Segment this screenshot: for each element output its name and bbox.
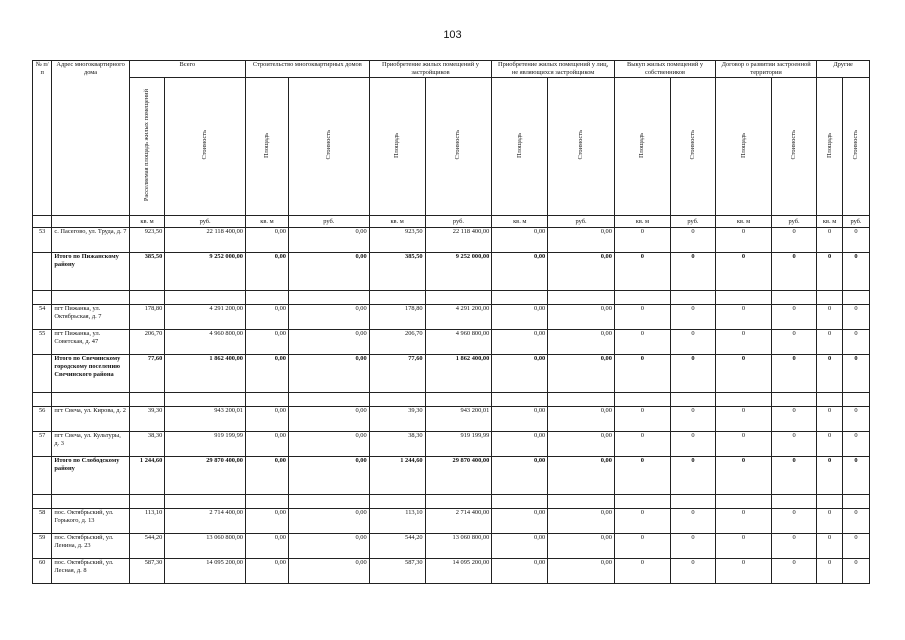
value-cell: 29 870 400,00 xyxy=(165,457,246,495)
row-number-cell: 60 xyxy=(33,559,52,584)
subheader-area: Площадь xyxy=(716,78,772,216)
value-cell: 0 xyxy=(817,253,843,291)
value-cell: 0 xyxy=(716,305,772,330)
subheader-cost: Стоимость xyxy=(842,78,869,216)
value-cell: 0,00 xyxy=(288,228,369,253)
value-cell: 2 714 400,00 xyxy=(165,509,246,534)
table-row xyxy=(33,559,870,584)
value-cell: 0,00 xyxy=(492,559,548,584)
spacer-cell xyxy=(245,495,288,509)
value-cell: 0 xyxy=(670,305,715,330)
spacer-cell xyxy=(670,393,715,407)
value-cell: 0 xyxy=(842,355,869,393)
resettlement-table xyxy=(32,60,870,584)
value-cell: 0 xyxy=(670,559,715,584)
value-cell: 0 xyxy=(817,355,843,393)
address-cell: пос. Октябрьский, ул. Ленина, д. 23 xyxy=(52,534,129,559)
spacer-cell xyxy=(716,291,772,305)
value-cell: 587,30 xyxy=(129,559,164,584)
value-cell: 0,00 xyxy=(245,253,288,291)
value-cell: 0,00 xyxy=(288,305,369,330)
value-cell: 206,70 xyxy=(129,330,164,355)
value-cell: 0 xyxy=(716,253,772,291)
spacer-cell xyxy=(369,495,425,509)
value-cell: 0 xyxy=(614,534,670,559)
value-cell: 0 xyxy=(817,559,843,584)
value-cell: 0,00 xyxy=(492,305,548,330)
subheader-area-total: Расселяемая площадь жилых помещений xyxy=(129,78,164,216)
spacer-cell xyxy=(548,291,615,305)
total-label-cell: Итого по Слободскому району xyxy=(52,457,129,495)
value-cell: 0,00 xyxy=(548,407,615,432)
unit-sqm: кв. м xyxy=(245,216,288,228)
spacer-cell xyxy=(548,393,615,407)
row-number-cell xyxy=(33,457,52,495)
value-cell: 29 870 400,00 xyxy=(425,457,492,495)
spacer-cell xyxy=(670,495,715,509)
spacer-cell xyxy=(165,393,246,407)
value-cell: 0,00 xyxy=(548,253,615,291)
value-cell: 0,00 xyxy=(288,457,369,495)
value-cell: 39,30 xyxy=(129,407,164,432)
row-number-cell xyxy=(33,253,52,291)
spacer-cell xyxy=(716,393,772,407)
unit-rub: руб. xyxy=(165,216,246,228)
value-cell: 0 xyxy=(817,228,843,253)
value-cell: 943 200,01 xyxy=(165,407,246,432)
value-cell: 0,00 xyxy=(245,534,288,559)
value-cell: 0 xyxy=(716,559,772,584)
spacer-cell xyxy=(245,291,288,305)
value-cell: 4 291 200,00 xyxy=(425,305,492,330)
value-cell: 1 244,60 xyxy=(129,457,164,495)
value-cell: 178,80 xyxy=(369,305,425,330)
value-cell: 0,00 xyxy=(245,330,288,355)
row-number-cell xyxy=(33,355,52,393)
value-cell: 38,30 xyxy=(369,432,425,457)
value-cell: 0 xyxy=(772,253,817,291)
spacer-row xyxy=(33,495,870,509)
value-cell: 4 960 800,00 xyxy=(165,330,246,355)
value-cell: 0 xyxy=(842,509,869,534)
value-cell: 0 xyxy=(614,253,670,291)
value-cell: 0 xyxy=(716,228,772,253)
unit-cell xyxy=(52,216,129,228)
value-cell: 0 xyxy=(817,534,843,559)
value-cell: 4 291 200,00 xyxy=(165,305,246,330)
value-cell: 0 xyxy=(614,559,670,584)
value-cell: 923,50 xyxy=(129,228,164,253)
value-cell: 1 244,60 xyxy=(369,457,425,495)
value-cell: 0,00 xyxy=(288,432,369,457)
value-cell: 113,10 xyxy=(129,509,164,534)
value-cell: 77,60 xyxy=(129,355,164,393)
spacer-cell xyxy=(842,291,869,305)
value-cell: 0 xyxy=(817,457,843,495)
value-cell: 0,00 xyxy=(548,228,615,253)
value-cell: 0 xyxy=(842,407,869,432)
value-cell: 0 xyxy=(842,305,869,330)
spacer-cell xyxy=(614,393,670,407)
group-header-development: Договор о развитии застроенной территории xyxy=(716,61,817,78)
value-cell: 0 xyxy=(670,534,715,559)
table-row xyxy=(33,432,870,457)
unit-rub: руб. xyxy=(548,216,615,228)
value-cell: 0 xyxy=(716,407,772,432)
spacer-cell xyxy=(817,495,843,509)
value-cell: 4 960 800,00 xyxy=(425,330,492,355)
value-cell: 923,50 xyxy=(369,228,425,253)
table-row xyxy=(33,407,870,432)
spacer-cell xyxy=(288,393,369,407)
spacer-cell xyxy=(33,495,52,509)
total-label-cell: Итого по Пижанскому району xyxy=(52,253,129,291)
value-cell: 0 xyxy=(614,432,670,457)
value-cell: 0,00 xyxy=(245,457,288,495)
subheader-area: Площадь xyxy=(492,78,548,216)
unit-sqm: кв. м xyxy=(129,216,164,228)
value-cell: 0,00 xyxy=(548,534,615,559)
value-cell: 0 xyxy=(772,559,817,584)
subheader-area: Площадь xyxy=(614,78,670,216)
spacer-cell xyxy=(129,393,164,407)
value-cell: 0 xyxy=(716,355,772,393)
value-cell: 0 xyxy=(614,228,670,253)
value-cell: 0 xyxy=(842,457,869,495)
group-header-total: Всего xyxy=(129,61,245,78)
row-number-cell: 53 xyxy=(33,228,52,253)
value-cell: 0 xyxy=(670,228,715,253)
value-cell: 0 xyxy=(614,407,670,432)
value-cell: 0 xyxy=(670,457,715,495)
row-number-cell: 58 xyxy=(33,509,52,534)
value-cell: 0,00 xyxy=(492,432,548,457)
table-total-row xyxy=(33,457,870,495)
value-cell: 0,00 xyxy=(492,407,548,432)
value-cell: 0 xyxy=(670,355,715,393)
address-cell: пгт Свеча, ул. Кирова, д. 2 xyxy=(52,407,129,432)
value-cell: 0 xyxy=(842,534,869,559)
spacer-cell xyxy=(33,393,52,407)
subheader-cost: Стоимость xyxy=(425,78,492,216)
group-header-purchase-developer: Приобретение жилых помещений у застройщиков xyxy=(369,61,492,78)
value-cell: 0,00 xyxy=(492,457,548,495)
value-cell: 0,00 xyxy=(492,253,548,291)
subheader-area: Площадь xyxy=(245,78,288,216)
value-cell: 13 060 800,00 xyxy=(425,534,492,559)
address-cell: пос. Октябрьский, ул. Лесная, д. 8 xyxy=(52,559,129,584)
value-cell: 0,00 xyxy=(288,559,369,584)
header-row-groups xyxy=(33,61,870,78)
value-cell: 0,00 xyxy=(492,330,548,355)
value-cell: 0 xyxy=(817,509,843,534)
value-cell: 0 xyxy=(670,330,715,355)
value-cell: 385,50 xyxy=(129,253,164,291)
unit-rub: руб. xyxy=(842,216,869,228)
row-number-cell: 59 xyxy=(33,534,52,559)
value-cell: 0,00 xyxy=(492,228,548,253)
value-cell: 0 xyxy=(772,432,817,457)
value-cell: 0 xyxy=(614,457,670,495)
value-cell: 77,60 xyxy=(369,355,425,393)
value-cell: 0 xyxy=(817,432,843,457)
unit-sqm: кв. м xyxy=(817,216,843,228)
col-address-header: Адрес многоквартирного дома xyxy=(52,61,129,216)
value-cell: 22 118 400,00 xyxy=(425,228,492,253)
value-cell: 0,00 xyxy=(548,330,615,355)
value-cell: 0 xyxy=(772,509,817,534)
value-cell: 0 xyxy=(842,559,869,584)
spacer-cell xyxy=(369,393,425,407)
table-row xyxy=(33,534,870,559)
value-cell: 943 200,01 xyxy=(425,407,492,432)
value-cell: 919 199,99 xyxy=(425,432,492,457)
table-total-row xyxy=(33,355,870,393)
table-row xyxy=(33,228,870,253)
spacer-cell xyxy=(614,495,670,509)
value-cell: 0 xyxy=(817,305,843,330)
spacer-cell xyxy=(842,495,869,509)
subheader-area: Площадь xyxy=(817,78,843,216)
spacer-cell xyxy=(33,291,52,305)
value-cell: 1 862 400,00 xyxy=(425,355,492,393)
unit-rub: руб. xyxy=(772,216,817,228)
group-header-purchase-nondeveloper: Приобретение жилых помещений у лиц, не являющихся застройщиком xyxy=(492,61,615,78)
value-cell: 178,80 xyxy=(129,305,164,330)
subheader-cost: Стоимость xyxy=(670,78,715,216)
spacer-cell xyxy=(425,393,492,407)
value-cell: 2 714 400,00 xyxy=(425,509,492,534)
spacer-cell xyxy=(842,393,869,407)
value-cell: 919 199,99 xyxy=(165,432,246,457)
value-cell: 0 xyxy=(772,228,817,253)
value-cell: 14 095 200,00 xyxy=(425,559,492,584)
value-cell: 0 xyxy=(716,457,772,495)
group-header-other: Другие xyxy=(817,61,870,78)
value-cell: 0,00 xyxy=(288,253,369,291)
unit-sqm: кв. м xyxy=(369,216,425,228)
value-cell: 0 xyxy=(614,509,670,534)
value-cell: 0,00 xyxy=(288,534,369,559)
value-cell: 0,00 xyxy=(492,355,548,393)
value-cell: 544,20 xyxy=(129,534,164,559)
spacer-cell xyxy=(817,393,843,407)
value-cell: 0,00 xyxy=(288,355,369,393)
total-label-cell: Итого по Свечинскому городскому поселению Свечинского района xyxy=(52,355,129,393)
value-cell: 9 252 000,00 xyxy=(165,253,246,291)
value-cell: 0 xyxy=(670,509,715,534)
value-cell: 0,00 xyxy=(548,305,615,330)
value-cell: 22 118 400,00 xyxy=(165,228,246,253)
spacer-row xyxy=(33,393,870,407)
value-cell: 0 xyxy=(772,534,817,559)
value-cell: 0 xyxy=(670,432,715,457)
spacer-cell xyxy=(772,393,817,407)
unit-cell xyxy=(33,216,52,228)
subheader-cost: Стоимость xyxy=(548,78,615,216)
value-cell: 0,00 xyxy=(245,355,288,393)
value-cell: 0,00 xyxy=(548,355,615,393)
spacer-cell xyxy=(492,291,548,305)
spacer-cell xyxy=(165,291,246,305)
group-header-buyout: Выкуп жилых помещений у собственников xyxy=(614,61,715,78)
value-cell: 587,30 xyxy=(369,559,425,584)
value-cell: 0,00 xyxy=(492,534,548,559)
col-no-header: № п/п xyxy=(33,61,52,216)
row-number-cell: 54 xyxy=(33,305,52,330)
value-cell: 0,00 xyxy=(245,305,288,330)
unit-sqm: кв. м xyxy=(716,216,772,228)
spacer-cell xyxy=(772,495,817,509)
spacer-cell xyxy=(52,291,129,305)
value-cell: 0,00 xyxy=(288,509,369,534)
spacer-cell xyxy=(548,495,615,509)
spacer-cell xyxy=(817,291,843,305)
value-cell: 0 xyxy=(716,534,772,559)
spacer-cell xyxy=(129,495,164,509)
value-cell: 9 252 000,00 xyxy=(425,253,492,291)
value-cell: 0,00 xyxy=(288,407,369,432)
address-cell: пгт Пижанка, ул. Октябрьская, д. 7 xyxy=(52,305,129,330)
value-cell: 0 xyxy=(716,432,772,457)
spacer-cell xyxy=(52,495,129,509)
spacer-cell xyxy=(369,291,425,305)
header-row-subcolumns xyxy=(33,78,870,216)
value-cell: 0,00 xyxy=(548,432,615,457)
row-number-cell: 57 xyxy=(33,432,52,457)
address-cell: пгт Пижанка, ул. Советская, д. 47 xyxy=(52,330,129,355)
value-cell: 0 xyxy=(842,253,869,291)
spacer-cell xyxy=(165,495,246,509)
value-cell: 0 xyxy=(670,407,715,432)
subheader-cost: Стоимость xyxy=(288,78,369,216)
address-cell: пгт Свеча, ул. Культуры, д. 3 xyxy=(52,432,129,457)
value-cell: 0 xyxy=(772,457,817,495)
value-cell: 39,30 xyxy=(369,407,425,432)
address-cell: пос. Октябрьский, ул. Горького, д. 13 xyxy=(52,509,129,534)
spacer-row xyxy=(33,291,870,305)
value-cell: 13 060 800,00 xyxy=(165,534,246,559)
value-cell: 113,10 xyxy=(369,509,425,534)
spacer-cell xyxy=(614,291,670,305)
value-cell: 0,00 xyxy=(288,330,369,355)
units-row xyxy=(33,216,870,228)
group-header-construction: Строительство многоквартирных домов xyxy=(245,61,369,78)
value-cell: 0 xyxy=(716,330,772,355)
value-cell: 0 xyxy=(614,330,670,355)
value-cell: 0,00 xyxy=(245,509,288,534)
spacer-cell xyxy=(52,393,129,407)
spacer-cell xyxy=(772,291,817,305)
spacer-cell xyxy=(288,291,369,305)
value-cell: 0 xyxy=(772,330,817,355)
table-row xyxy=(33,305,870,330)
table-row xyxy=(33,509,870,534)
row-number-cell: 55 xyxy=(33,330,52,355)
value-cell: 0 xyxy=(716,509,772,534)
spacer-cell xyxy=(425,291,492,305)
value-cell: 0 xyxy=(817,407,843,432)
value-cell: 0 xyxy=(842,330,869,355)
value-cell: 0 xyxy=(772,407,817,432)
value-cell: 0,00 xyxy=(245,432,288,457)
unit-rub: руб. xyxy=(288,216,369,228)
spacer-cell xyxy=(716,495,772,509)
value-cell: 0,00 xyxy=(548,509,615,534)
value-cell: 0 xyxy=(614,305,670,330)
row-number-cell: 56 xyxy=(33,407,52,432)
spacer-cell xyxy=(670,291,715,305)
value-cell: 206,70 xyxy=(369,330,425,355)
spacer-cell xyxy=(129,291,164,305)
value-cell: 0 xyxy=(842,432,869,457)
spacer-cell xyxy=(245,393,288,407)
subheader-area: Площадь xyxy=(369,78,425,216)
address-cell: с. Пасегово, ул. Труда, д. 7 xyxy=(52,228,129,253)
spacer-cell xyxy=(425,495,492,509)
value-cell: 0 xyxy=(842,228,869,253)
table-body xyxy=(33,228,870,584)
page-number: 103 xyxy=(443,29,462,41)
value-cell: 0,00 xyxy=(245,228,288,253)
value-cell: 0 xyxy=(817,330,843,355)
value-cell: 14 095 200,00 xyxy=(165,559,246,584)
value-cell: 0,00 xyxy=(548,457,615,495)
value-cell: 0 xyxy=(614,355,670,393)
spacer-cell xyxy=(492,393,548,407)
unit-sqm: кв. м xyxy=(614,216,670,228)
value-cell: 385,50 xyxy=(369,253,425,291)
value-cell: 544,20 xyxy=(369,534,425,559)
value-cell: 38,30 xyxy=(129,432,164,457)
value-cell: 0,00 xyxy=(492,509,548,534)
value-cell: 0,00 xyxy=(245,407,288,432)
unit-rub: руб. xyxy=(425,216,492,228)
table-total-row xyxy=(33,253,870,291)
value-cell: 0 xyxy=(772,305,817,330)
value-cell: 1 862 400,00 xyxy=(165,355,246,393)
table-row xyxy=(33,330,870,355)
spacer-cell xyxy=(492,495,548,509)
value-cell: 0,00 xyxy=(548,559,615,584)
subheader-cost: Стоимость xyxy=(772,78,817,216)
value-cell: 0,00 xyxy=(245,559,288,584)
value-cell: 0 xyxy=(772,355,817,393)
unit-rub: руб. xyxy=(670,216,715,228)
unit-sqm: кв. м xyxy=(492,216,548,228)
value-cell: 0 xyxy=(670,253,715,291)
subheader-cost: Стоимость xyxy=(165,78,246,216)
spacer-cell xyxy=(288,495,369,509)
